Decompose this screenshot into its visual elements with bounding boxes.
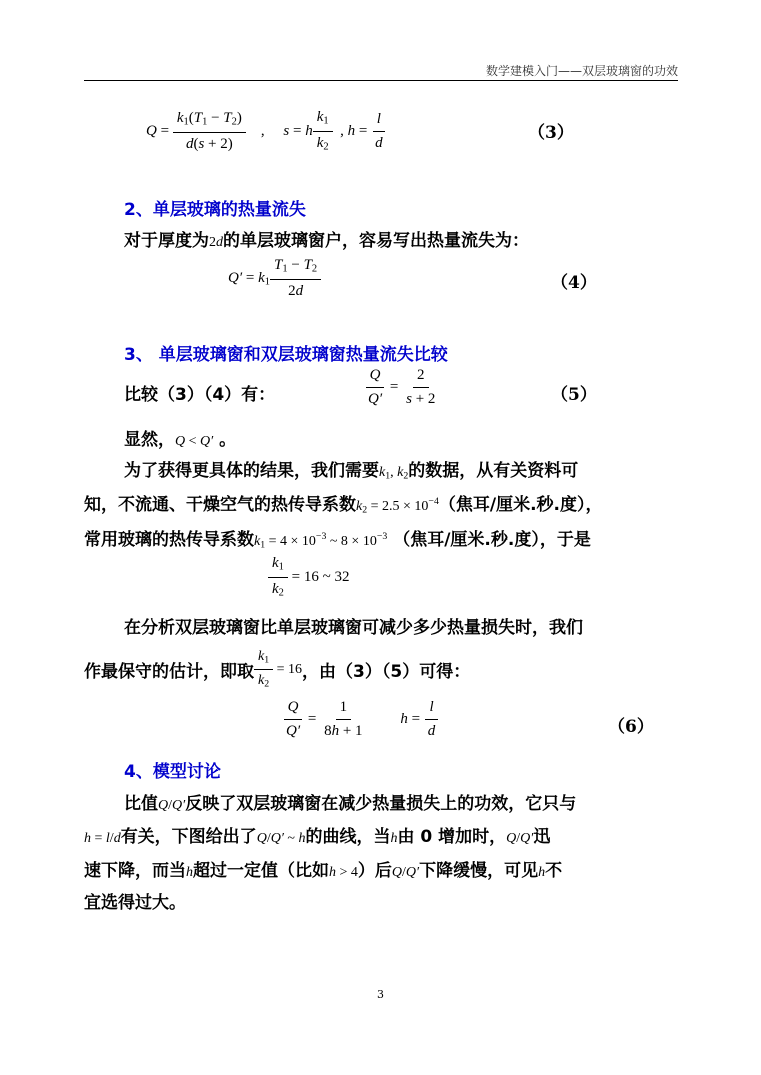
discussion-3d: 下降缓慢，可见 <box>419 861 539 881</box>
equation-3: Q = $\frac{k_1(T_1 - T_2)}{d(s + 2)}$ , s = h $\frac{k_1}{k_2}$ , h = $\frac{l}{d}$ <box>146 110 387 153</box>
section-2-intro-after: 的单层玻璃窗户，容易写出热量流失为： <box>223 231 529 251</box>
discussion-1a: 比值 <box>124 794 158 814</box>
discussion-2b: 的曲线，当 <box>305 827 391 847</box>
equation-5: $\frac{Q}{Q'}$ = $\frac{2}{s + 2}$ <box>364 368 439 407</box>
discussion-line-2: h = l/d有关，下图给出了Q/Q′ ~ h的曲线，当h由 0 增加时，Q/Q′迅 <box>84 827 551 847</box>
discussion-line-4: 宜选得过大。 <box>84 893 186 913</box>
data-para-line-3: 常用玻璃的热传导系数$k_1 = 4 \times 10^{-3}$ ~ $8 \times 10^{-3}$ （焦耳/厘米.秒.度），于是 <box>84 530 591 551</box>
section-3-heading: 3、 单层玻璃窗和双层玻璃窗热量流失比较 <box>124 345 448 365</box>
data-line-3a: 常用玻璃的热传导系数 <box>84 530 254 550</box>
discussion-2c: 由 0 增加时， <box>397 827 507 847</box>
obvious-label: 显然， <box>124 430 175 450</box>
header-divider <box>84 80 678 81</box>
discussion-3c: ）后 <box>357 861 392 881</box>
section-4-heading: 4、模型讨论 <box>124 762 221 782</box>
data-line-2b: （焦耳/厘米.秒.度）， <box>438 495 603 515</box>
data-line-1a: 为了获得更具体的结果，我们需要 <box>124 461 379 481</box>
analysis-line-2b: ，由（3）（5）可得： <box>302 662 471 683</box>
data-para-line-2: 知，不流通、干燥空气的热传导系数$k_2 = 2.5 \times 10^{-4}$（焦耳/厘米.秒.度）， <box>84 495 603 516</box>
data-line-3b: （焦耳/厘米.秒.度），于是 <box>393 530 591 550</box>
equation-4-number: （4） <box>551 273 597 293</box>
ratio-range-equation: $\frac{k_1}{k_2}$ = 16 ~ 32 <box>268 556 350 599</box>
equation-5-number: （5） <box>551 385 597 405</box>
obvious-line: 显然，Q < Q′ 。 <box>124 430 237 450</box>
running-header: 数学建模入门——双层玻璃窗的功效 <box>485 64 678 78</box>
data-line-1b: 的数据，从有关资料可 <box>408 461 579 481</box>
page-number: 3 <box>377 988 384 1001</box>
analysis-line-1: 在分析双层玻璃窗比单层玻璃窗可减少多少热量损失时，我们 <box>124 618 583 638</box>
data-line-2a: 知，不流通、干燥空气的热传导系数 <box>84 495 356 515</box>
equation-3-number: （3） <box>528 123 574 143</box>
equation-6: $\frac{Q}{Q'}$ = $\frac{1}{8h + 1}$ h = $\frac{l}{d}$ <box>282 700 439 739</box>
section-2-intro: 对于厚度为2d的单层玻璃窗户，容易写出热量流失为： <box>124 231 529 251</box>
analysis-line-2: 作最保守的估计，即取 $\frac{k_1}{k_2}$ = 16 ，由（3）（5）可得： <box>84 649 471 690</box>
discussion-3b: 超过一定值（比如 <box>193 861 329 881</box>
data-para-line-1: 为了获得更具体的结果，我们需要$k_1$, $k_2$的数据，从有关资料可 <box>124 461 579 482</box>
discussion-line-3: 速下降，而当h超过一定值（比如h > 4）后Q/Q′下降缓慢，可见h不 <box>84 861 563 881</box>
discussion-2a: 有关，下图给出了 <box>120 827 257 847</box>
equation-6-number: （6） <box>608 717 654 737</box>
compare-label: 比较（3）（4）有： <box>124 385 276 405</box>
analysis-line-2a: 作最保守的估计，即取 <box>84 662 254 683</box>
section-2-intro-before: 对于厚度为 <box>124 231 209 251</box>
section-2-heading: 2、单层玻璃的热量流失 <box>124 200 306 220</box>
discussion-line-1: 比值Q/Q′反映了双层玻璃窗在减少热量损失上的功效，它只与 <box>124 794 577 814</box>
discussion-2d: 迅 <box>533 827 551 847</box>
equation-4: Q′ = $k_1$ $\frac{T_1 - T_2}{2d}$ <box>228 258 321 299</box>
discussion-1b: 反映了双层玻璃窗在减少热量损失上的功效，它只与 <box>185 794 577 814</box>
discussion-3e: 不 <box>545 861 563 881</box>
discussion-3a: 速下降，而当 <box>84 861 186 881</box>
